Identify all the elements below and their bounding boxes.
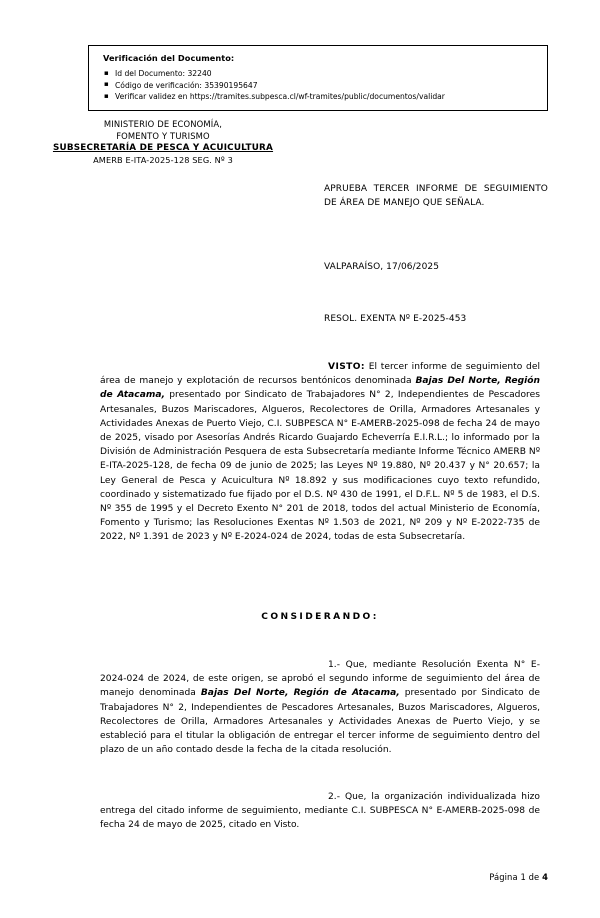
verification-item-url: ▪ Verificar validez en https://tramites.subpesca.cl/wf-tramites/public/documentos/validar xyxy=(103,91,547,103)
considerando-1-text-after: presentado por Sindicato de Trabajadores N° 2, Independientes de Pescadores Artesanales, Buzos Mariscadores, Algueros, Recolectores de Orilla, Armadores Artesanales y Actividades Anexas de Puerto Viejo, y se estableció para el titular la obligación de entregar el tercer informe de seguimiento dentro del plazo de un año contado desde la fecha de la citada resolución. xyxy=(100,688,540,756)
considerando-1-paragraph xyxy=(100,658,540,757)
footer-page-prefix: Página 1 de xyxy=(489,872,543,882)
place-date: VALPARAÍSO, 17/06/2025 xyxy=(324,262,440,272)
document-code: AMERB E-ITA-2025-128 SEG. Nº 3 xyxy=(93,155,233,166)
considerando-item-2 xyxy=(100,790,540,833)
verification-list xyxy=(103,68,547,103)
ministry-line-1: MINISTERIO DE ECONOMÍA, xyxy=(103,119,223,129)
subject-block: APRUEBA TERCER INFORME DE SEGUIMIENTO DE ÁREA DE MANEJO QUE SEÑALA. xyxy=(324,184,548,208)
considerando-heading: CONSIDERANDO: xyxy=(261,612,379,622)
visto-area-name: Bajas Del Norte, Región de Atacama, xyxy=(100,376,540,401)
visto-label: VISTO: xyxy=(328,362,365,372)
considerando-item-1 xyxy=(100,658,540,757)
considerando-2-text-before: 2.- Que, la organización individualizada hizo entrega del citado informe de seguimiento, mediante C.I. SUBPESCA N° E-AMERB-2025-098 de fecha 24 de mayo de 2025, citado en Visto. xyxy=(100,792,540,831)
visto-text-before: El tercer informe de seguimiento del área de manejo y explotación de recursos bentónicos denominada xyxy=(100,362,540,387)
verification-item-document-id: ▪ Id del Documento: 32240 xyxy=(103,68,547,80)
letterhead xyxy=(38,119,288,167)
considerando-2-paragraph xyxy=(100,790,540,833)
footer-total-pages: 4 xyxy=(542,872,548,882)
subsecretaria-title: SUBSECRETARÍA DE PESCA Y ACUICULTURA xyxy=(52,142,274,153)
page-footer xyxy=(0,872,548,882)
verification-item-code: ▪ Código de verificación: 35390195647 xyxy=(103,80,547,92)
verification-title: Verificación del Documento: xyxy=(103,53,235,63)
visto-text-after: presentado por Sindicato de Trabajadores N° 2, Independientes de Pescadores Artesanales, Buzos Mariscadores, Algueros, Recolectores de Orilla, Armadores Artesanales y Actividades Anexas de Puerto Viejo, C.I. SUBPESCA N° E-AMERB-2025-098 de fecha 24 de mayo de 2025, visado por Asesorías Andrés Ricardo Guajardo Echeverría E.I.R.L.; lo informado por la División de Administración Pesquera de esta Subsecretaría mediante Informe Técnico AMERB Nº E-ITA-2025-128, de fecha 09 de junio de 2025; las Leyes Nº 19.880, Nº 20.437 y N° 20.657; la Ley General de Pesca y Acuicultura Nº 18.892 y sus modificaciones cuyo texto refundido, coordinado y sistematizado fue fijado por el D.S. Nº 430 de 1991, el D.F.L. Nº 5 de 1983, el D.S. Nº 355 de 1995 y el Decreto Exento N° 201 de 2018, todos del actual Ministerio de Economía, Fomento y Turismo; las Resoluciones Exentas Nº 1.503 de 2021, Nº 209 y Nº E-2022-735 de 2022, Nº 1.391 de 2023 y Nº E-2024-024 de 2024, todas de esta Subsecretaría. xyxy=(100,390,540,543)
resolution-number: RESOL. EXENTA Nº E-2025-453 xyxy=(324,314,467,324)
visto-section xyxy=(100,360,540,545)
visto-paragraph xyxy=(100,360,540,545)
document-verification-box xyxy=(88,45,548,111)
considerando-1-text-before: 1.- Que, mediante Resolución Exenta N° E-2024-024 de 2024, de este origen, se aprobó el segundo informe de seguimiento del área de manejo denominada xyxy=(100,660,540,699)
considerando-1-area-name: Bajas Del Norte, Región de Atacama, xyxy=(200,688,400,699)
ministry-line-2: FOMENTO Y TURISMO xyxy=(116,130,210,141)
